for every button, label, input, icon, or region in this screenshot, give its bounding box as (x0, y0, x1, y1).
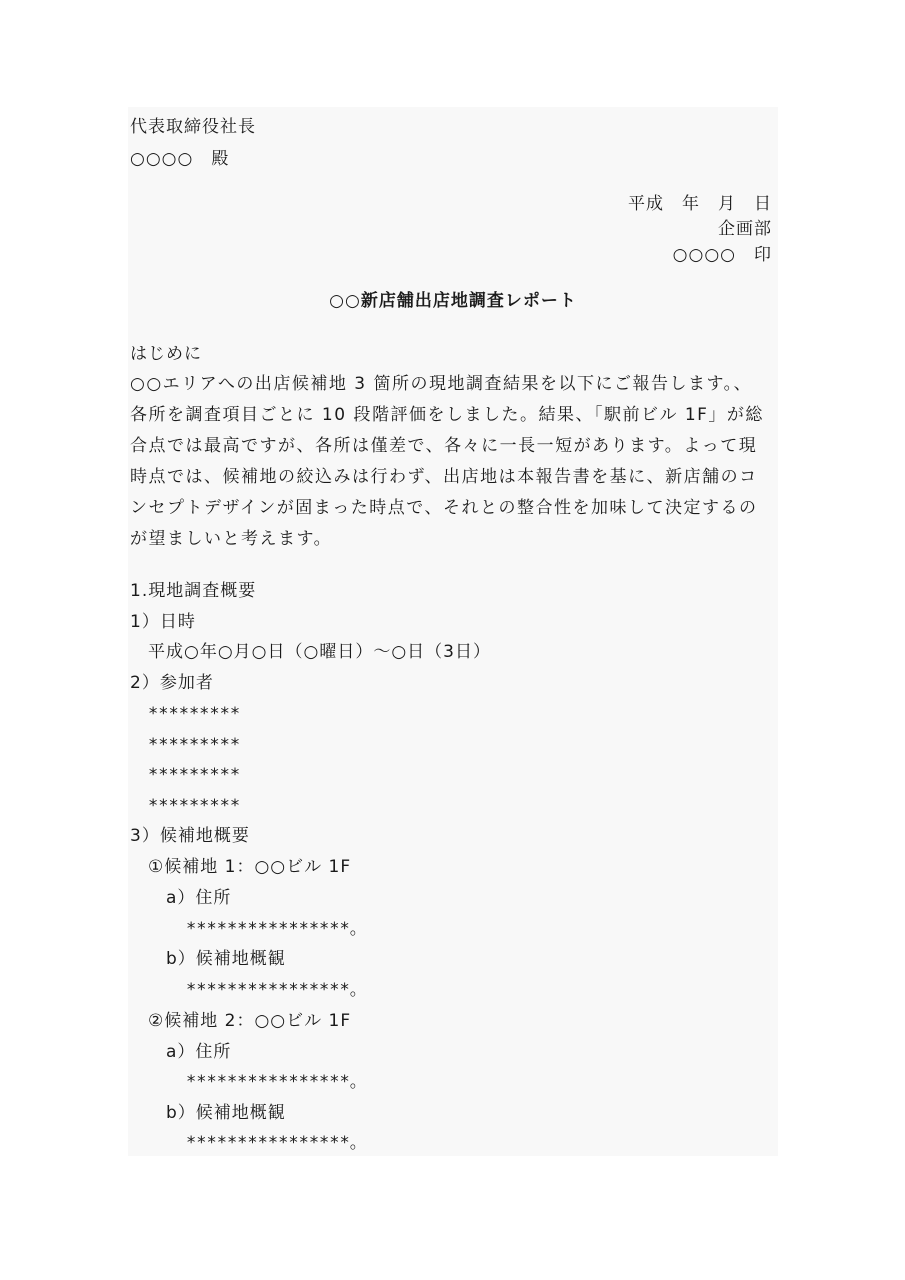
department: 企画部 (718, 219, 772, 239)
participant-item: ********* (148, 796, 241, 816)
intro-heading: はじめに (130, 344, 202, 364)
participant-item: ********* (148, 735, 241, 755)
candidate-name: ①候補地 1：○○ビル 1F (148, 857, 352, 877)
candidate-overview-label: b）候補地概観 (166, 1103, 286, 1123)
candidate-name: ②候補地 2：○○ビル 1F (148, 1011, 352, 1031)
datetime-value: 平成○年○月○日（○曜日）～○日（3日） (148, 642, 491, 662)
intro-paragraph (130, 369, 776, 555)
intro-line: が望ましいと考えます。 (130, 529, 333, 549)
intro-line: ンセプトデザインが固まった時点で、それとの整合性を加味して決定するの (130, 498, 758, 518)
report-date: 平成 年 月 日 (628, 194, 772, 214)
participant-item: ********* (148, 704, 241, 724)
recipient-name: ○○○○ 殿 (130, 149, 230, 169)
document-title: ○○新店舗出店地調査レポート (329, 291, 577, 311)
candidates-label: 3）候補地概要 (130, 826, 250, 846)
candidate-address-label: a）住所 (166, 888, 232, 908)
intro-line: 各所を調査項目ごとに 10 段階評価をしました。結果、「駅前ビル 1F」が総 (130, 405, 764, 425)
intro-line: 時点では、候補地の絞込みは行わず、出店地は本報告書を基に、新店舗のコ (130, 467, 758, 487)
section1-heading: 1.現地調査概要 (130, 581, 257, 601)
candidate-overview-value: ****************。 (186, 980, 367, 1000)
recipient-title: 代表取締役社長 (130, 117, 256, 137)
participants-label: 2）参加者 (130, 673, 214, 693)
candidate-address-value: ****************。 (186, 1072, 367, 1092)
intro-line: 合点では最高ですが、各所は僅差で、各々に一長一短があります。よって現 (130, 436, 758, 456)
candidate-overview-value: ****************。 (186, 1133, 367, 1153)
candidate-address-value: ****************。 (186, 919, 367, 939)
candidate-overview-label: b）候補地概観 (166, 949, 286, 969)
sender: ○○○○ 印 (672, 245, 772, 265)
intro-line: ○○エリアへの出店候補地 3 箇所の現地調査結果を以下にご報告します。、 (130, 374, 753, 394)
datetime-label: 1）日時 (130, 612, 196, 632)
participant-item: ********* (148, 765, 241, 785)
document-page (128, 107, 778, 1156)
candidate-address-label: a）住所 (166, 1042, 232, 1062)
